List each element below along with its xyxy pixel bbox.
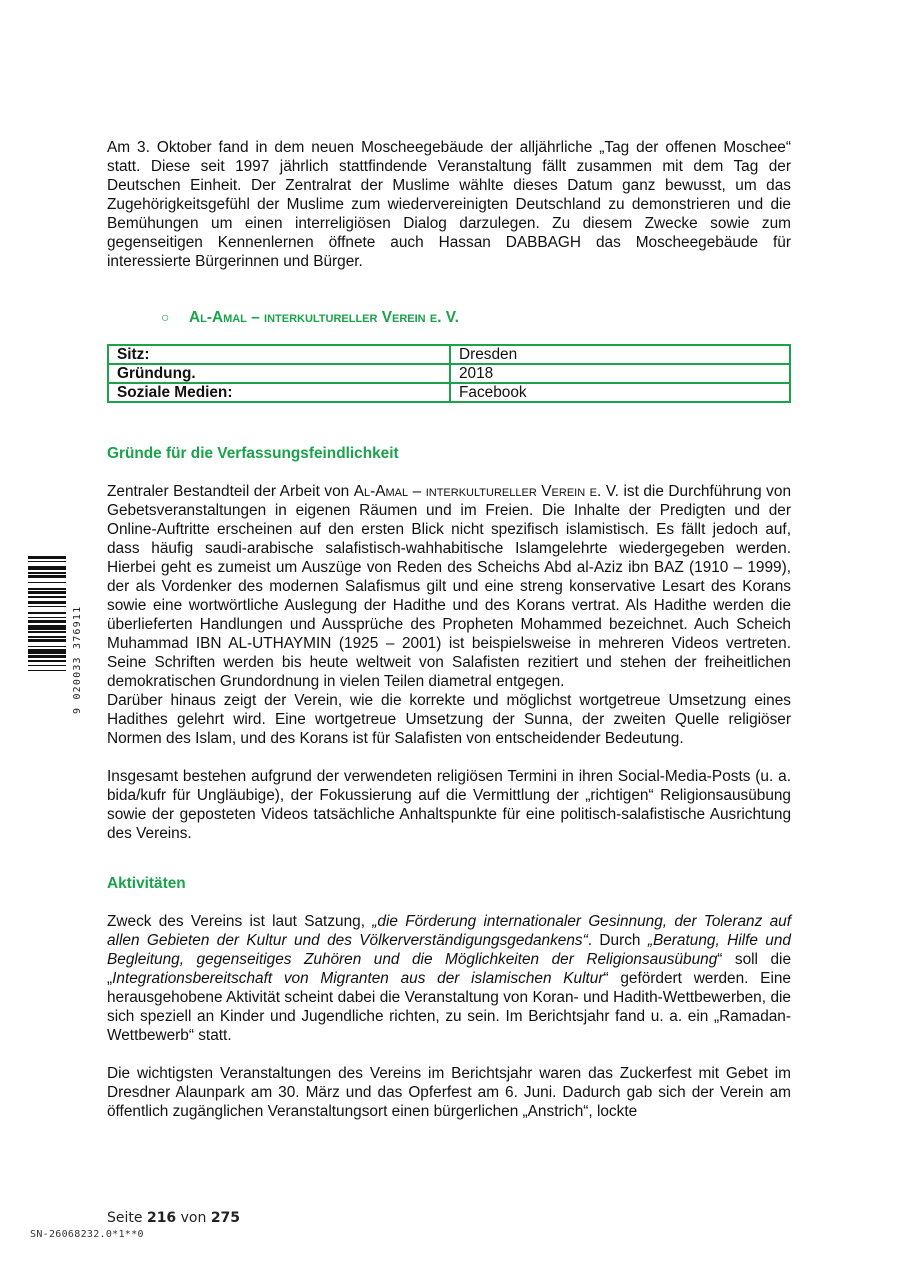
- barcode-stripe: [28, 582, 66, 584]
- barcode-stripe: [28, 631, 66, 633]
- act-quote-3: Integrationsbereitschaft von Migranten aus der islamischen Kultur: [112, 970, 604, 987]
- barcode-stripe: [28, 612, 66, 614]
- current-page: 216: [146, 1210, 177, 1226]
- org-heading-text: Al-Amal – interkultureller Verein e. V.: [189, 309, 459, 326]
- table-label: Sitz:: [108, 345, 450, 364]
- act-quote-1: „die Förderung internationaler Gesinnung, der Toleranz auf allen Gebieten der Kultur und des Völkerverständigungsgedankens“: [107, 913, 791, 949]
- document-id: SN-26068232.0*1**0: [30, 1229, 144, 1240]
- barcode-stripe: [28, 646, 66, 648]
- reasons-paragraph-3: Insgesamt bestehen aufgrund der verwendeten religiösen Termini in ihren Social-Media-Posts (u. a. bida/kufr für Ungläubige), der Fokussierung auf die Vermittlung der „richtigen“ Religionsausübung sowie der geposteten Videos tatsächliche Anhaltspunkte für eine politisch-salafistische Ausrichtung des Vereins.: [107, 768, 791, 842]
- table-label: Gründung.: [108, 364, 450, 383]
- barcode-stripe: [28, 660, 66, 662]
- barcode-stripe: [28, 625, 66, 630]
- barcode-stripe: [28, 601, 66, 604]
- page-mid: von: [176, 1210, 211, 1226]
- table-value: Dresden: [450, 345, 790, 364]
- reasons-p1-pre: Zentraler Bestandteil der Arbeit von: [107, 483, 354, 500]
- section-title-reasons: Gründe für die Verfassungsfeindlichkeit: [107, 445, 399, 462]
- act-p1-b: . Durch: [587, 932, 648, 949]
- barcode-number: 9 020033 376911: [72, 605, 83, 714]
- reasons-paragraph-2: Darüber hinaus zeigt der Verein, wie die korrekte und möglichst wortgetreue Umsetzung eines Hadithes gelehrt wird. Eine wortgetreue Umsetzung der Sunna, der zweiten Quelle religiöser Normen des Islam, und des Korans ist für Salafisten von entscheidender Bedeutung.: [107, 692, 791, 747]
- page-number: [107, 1210, 240, 1226]
- barcode-stripe: [28, 639, 66, 642]
- page-prefix: Seite: [107, 1210, 147, 1226]
- barcode-stripe: [28, 556, 66, 559]
- reasons-p1-post: V. ist die Durchführung von Gebetsveranstaltungen in eigenen Räumen und im Freien. Die Inhalte der Predigten und der Online-Auftritte erscheinen auf den ersten Blick nicht spezifisch islamistisch. Es fällt jedoch auf, dass häufig saudi-arabische salafistisch-wahhabitische Islamgelehrte wiedergegeben werden. Hierbei geht es zumeist um Auszüge von Reden des Scheichs Abd al-Aziz ibn BAZ (1910 – 1999), der als Vordenker des modernen Salafismus gilt und eine streng konservative Lesart des Korans sowie eine wortwörtliche Auslegung der Hadithe und des Korans vertrat. Als Hadithe werden die überlieferten Handlungen und Aussprüche des Propheten Mohammed bezeichnet. Auch Scheich Muhammad IBN AL-UTHAYMIN (1925 – 2001) ist beispielsweise in mehreren Videos vertreten. Seine Schriften werden bis heute weltweit von Salafisten rezitiert und stehen der freiheitlichen demokratischen Grundordnung in vielen Teilen diametral entgegen.: [107, 483, 792, 690]
- table-value: Facebook: [450, 383, 790, 402]
- barcode-stripe: [28, 588, 66, 590]
- barcode-bars: [28, 556, 66, 714]
- act-p1-a: Zweck des Vereins ist laut Satzung,: [107, 913, 373, 930]
- act-p1-d: “ gefördert werden. Eine herausgehobene Aktivität scheint dabei die Veranstaltung von Koran- und Hadith-Wettbewerben, die sich speziell an Kinder und Jugendliche richten, zu sein. Im Berichtsjahr fand u. a. ein „Ramadan-Wettbewerb“ statt.: [107, 970, 791, 1044]
- barcode-stripe: [28, 566, 66, 571]
- document-body: [107, 138, 791, 1121]
- act-quote-2: „Beratung, Hilfe und Begleitung, gegenseitiges Zuhören und die Möglichkeiten der Religionsausübung: [107, 932, 791, 968]
- barcode-stripe: [28, 591, 66, 594]
- section-title-activities: Aktivitäten: [107, 875, 186, 892]
- org-heading: [161, 309, 791, 327]
- reasons-paragraph-1: [107, 482, 791, 691]
- total-pages: 275: [210, 1210, 241, 1226]
- activities-paragraph-1: [107, 912, 791, 1045]
- barcode-stripe: [28, 670, 66, 672]
- activities-paragraph-2: Die wichtigsten Veranstaltungen des Vereins im Berichtsjahr waren das Zuckerfest mit Gebet im Dresdner Alaunpark am 30. März und das Opferfest am 6. Juni. Dadurch gab sich der Verein am öffentlich zugänglichen Veranstaltungsort einen bürgerlichen „Anstrich“, lockte: [107, 1065, 791, 1120]
- intro-paragraph: Am 3. Oktober fand in dem neuen Moscheegebäude der alljährliche „Tag der offenen Moschee“ statt. Diese seit 1997 jährlich stattfindende Veranstaltung fällt zusammen mit dem Tag der Deutschen Einheit. Der Zentralrat der Muslime wählte dieses Datum ganz bewusst, um das Zugehörigkeitsgefühl der Muslime zum wiedervereinigten Deutschland zu demonstrieren und die Bemühungen um einen interreligiösen Dialog darzulegen. Zu diesem Zwecke sowie zum gegenseitigen Kennenlernen öffnete auch Hassan DABBAGH das Moscheegebäude für interessierte Bürgerinnen und Bürger.: [107, 139, 791, 270]
- table-value: 2018: [450, 364, 790, 383]
- barcode-stripe: [28, 575, 66, 578]
- org-info-table: [107, 344, 791, 403]
- barcode-stripe: [28, 620, 66, 623]
- barcode-stripe: [28, 665, 66, 667]
- bullet-icon: ○: [161, 309, 170, 325]
- barcode: [28, 556, 72, 714]
- table-row: [108, 345, 790, 364]
- barcode-stripe: [28, 636, 66, 638]
- barcode-stripe: [28, 572, 66, 574]
- barcode-stripe: [28, 617, 66, 619]
- barcode-stripe: [28, 649, 66, 654]
- barcode-stripe: [28, 561, 66, 563]
- table-row: [108, 383, 790, 402]
- table-row: [108, 364, 790, 383]
- act-p1-c: “ soll die „: [107, 951, 792, 987]
- barcode-stripe: [28, 606, 66, 608]
- org-name-inline: Al-Amal – interkultureller Verein e.: [353, 483, 602, 500]
- barcode-stripe: [28, 596, 66, 598]
- table-label: Soziale Medien:: [108, 383, 450, 402]
- barcode-stripe: [28, 655, 66, 658]
